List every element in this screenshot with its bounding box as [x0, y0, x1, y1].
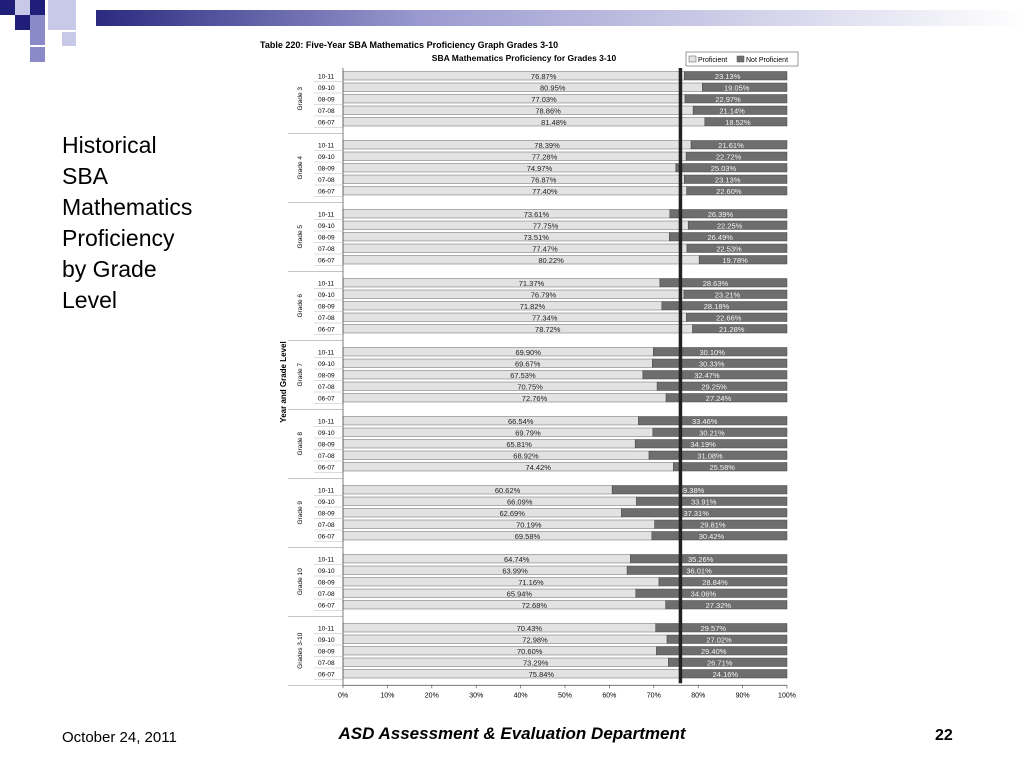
chart-title: SBA Mathematics Proficiency for Grades 3-10	[431, 53, 617, 63]
year-tick-label: 06-07	[318, 533, 335, 541]
bar-proficient	[343, 164, 676, 173]
bar-proficient	[343, 152, 686, 161]
data-label-proficient: 71.16%	[518, 577, 544, 587]
data-label-proficient: 81.48%	[541, 117, 567, 127]
year-tick-label: 09-10	[318, 636, 335, 644]
data-label-not-proficient: 35.26%	[688, 554, 714, 564]
data-label-proficient: 75.84%	[528, 669, 555, 679]
bar-proficient	[343, 428, 653, 437]
data-label-proficient: 69.79%	[515, 428, 541, 438]
data-label-not-proficient: 34.19%	[690, 439, 716, 449]
bar-proficient	[343, 578, 659, 587]
bar-proficient	[343, 290, 684, 299]
data-label-proficient: 77.40%	[532, 186, 558, 196]
data-label-proficient: 66.09%	[507, 497, 533, 507]
data-label-not-proficient: 36.01%	[686, 566, 712, 576]
x-tick-label: 70%	[646, 692, 661, 700]
data-label-not-proficient: 26.49%	[707, 232, 733, 242]
bar-proficient	[343, 210, 670, 219]
year-tick-label: 10-11	[318, 211, 335, 219]
bar-proficient	[343, 313, 686, 322]
year-tick-label: 07-08	[318, 176, 335, 184]
data-label-not-proficient: 23.13%	[714, 71, 741, 81]
data-label-proficient: 72.76%	[521, 393, 548, 403]
bar-proficient	[343, 670, 680, 679]
year-tick-label: 08-09	[318, 648, 335, 656]
data-label-not-proficient: 28.63%	[702, 278, 729, 288]
bar-proficient	[343, 371, 643, 380]
bar-proficient	[343, 382, 657, 391]
decor-square	[30, 47, 45, 62]
year-tick-label: 08-09	[318, 441, 335, 449]
bar-proficient	[343, 486, 612, 495]
data-label-proficient: 70.19%	[516, 520, 542, 530]
bar-proficient	[343, 279, 660, 288]
year-tick-label: 10-11	[318, 280, 335, 288]
bar-proficient	[343, 83, 702, 92]
bar-proficient	[343, 394, 666, 403]
bar-proficient	[343, 635, 667, 644]
bar-proficient	[343, 221, 688, 230]
x-tick-label: 40%	[513, 692, 528, 700]
data-label-not-proficient: 27.24%	[705, 393, 732, 403]
data-label-proficient: 77.28%	[531, 152, 558, 162]
year-tick-label: 09-10	[318, 291, 335, 299]
year-tick-label: 06-07	[318, 395, 335, 403]
data-label-proficient: 77.75%	[532, 221, 559, 231]
data-label-not-proficient: 34.06%	[690, 589, 717, 599]
legend-swatch-proficient	[689, 56, 696, 62]
decor-square	[30, 30, 45, 45]
group-label: Grade 4	[297, 156, 304, 180]
year-tick-label: 08-09	[318, 510, 335, 518]
bar-proficient	[343, 325, 693, 334]
x-tick-label: 100%	[778, 692, 796, 700]
data-label-not-proficient: 29.57%	[700, 623, 727, 633]
data-label-not-proficient: 29.81%	[700, 520, 726, 530]
plot-area	[288, 68, 796, 699]
data-label-proficient: 62.69%	[499, 508, 525, 518]
data-label-not-proficient: 26.39%	[707, 209, 734, 219]
bar-proficient	[343, 555, 630, 564]
year-tick-label: 10-11	[318, 142, 335, 150]
proficiency-chart	[256, 32, 822, 700]
bar-proficient	[343, 589, 636, 598]
year-tick-label: 09-10	[318, 84, 335, 92]
x-tick-label: 0%	[337, 692, 349, 700]
data-label-proficient: 77.34%	[531, 313, 558, 323]
year-tick-label: 10-11	[318, 73, 335, 81]
year-tick-label: 07-08	[318, 590, 335, 598]
group-label: Grade 6	[297, 294, 304, 318]
x-tick-label: 60%	[602, 692, 617, 700]
bar-proficient	[343, 624, 656, 633]
data-label-proficient: 76.87%	[530, 71, 557, 81]
bar-proficient	[343, 601, 666, 610]
slide-title: Historical SBA Mathematics Proficiency by Grade Level	[62, 132, 193, 313]
data-label-proficient: 66.54%	[508, 416, 534, 426]
decor-square	[30, 15, 45, 30]
data-label-not-proficient: 23.21%	[714, 290, 741, 300]
year-tick-label: 06-07	[318, 119, 335, 127]
year-tick-label: 09-10	[318, 567, 335, 575]
year-tick-label: 09-10	[318, 360, 335, 368]
data-label-not-proficient: 21.61%	[718, 140, 744, 150]
year-tick-label: 07-08	[318, 383, 335, 391]
data-label-not-proficient: 21.28%	[719, 324, 745, 334]
data-label-proficient: 73.61%	[523, 209, 550, 219]
data-label-proficient: 69.67%	[514, 359, 541, 369]
data-label-proficient: 71.37%	[518, 278, 545, 288]
bar-proficient	[343, 359, 652, 368]
bar-proficient	[343, 106, 693, 115]
bar-proficient	[343, 72, 684, 81]
table-caption: Table 220: Five-Year SBA Mathematics Proficiency Graph Grades 3-10	[260, 40, 559, 50]
data-label-proficient: 72.98%	[522, 635, 548, 645]
data-label-not-proficient: 27.02%	[706, 635, 732, 645]
data-label-proficient: 63.99%	[502, 566, 528, 576]
legend-swatch-not-proficient	[737, 56, 744, 62]
data-label-not-proficient: 25.03%	[710, 163, 737, 173]
data-label-proficient: 74.42%	[525, 462, 551, 472]
decor-square	[30, 0, 45, 15]
group-label: Grade 9	[297, 501, 304, 525]
data-label-not-proficient: 37.31%	[683, 508, 709, 518]
decor-square	[62, 32, 76, 46]
decor-square	[15, 15, 30, 30]
data-label-not-proficient: 28.84%	[702, 577, 728, 587]
data-label-not-proficient: 22.53%	[716, 244, 742, 254]
group-label: Grade 5	[297, 225, 304, 249]
data-label-not-proficient: 22.97%	[715, 94, 741, 104]
bar-proficient	[343, 141, 691, 150]
year-tick-label: 06-07	[318, 326, 335, 334]
data-label-proficient: 80.22%	[538, 255, 564, 265]
x-tick-label: 10%	[380, 692, 395, 700]
data-label-not-proficient: 31.08%	[697, 451, 723, 461]
bar-proficient	[343, 256, 699, 265]
year-tick-label: 10-11	[318, 349, 335, 357]
data-label-proficient: 77.03%	[531, 94, 557, 104]
data-label-proficient: 69.90%	[515, 347, 541, 357]
data-label-not-proficient: 27.32%	[705, 600, 732, 610]
slide-header-decoration	[0, 0, 1024, 34]
decor-square	[15, 0, 30, 15]
data-label-not-proficient: 22.72%	[715, 152, 742, 162]
bar-proficient	[343, 451, 649, 460]
bar-proficient	[343, 95, 685, 104]
year-tick-label: 10-11	[318, 556, 335, 564]
bar-proficient	[343, 520, 655, 529]
data-label-not-proficient: 18.52%	[725, 117, 751, 127]
data-label-not-proficient: 30.21%	[699, 428, 725, 438]
data-label-proficient: 72.68%	[521, 600, 548, 610]
data-label-proficient: 65.81%	[506, 439, 532, 449]
year-tick-label: 06-07	[318, 464, 335, 472]
data-label-not-proficient: 30.33%	[698, 359, 725, 369]
year-tick-label: 06-07	[318, 257, 335, 265]
legend-label-not-proficient: Not Proficient	[746, 57, 789, 64]
data-label-not-proficient: 29.40%	[701, 646, 727, 656]
data-label-proficient: 68.92%	[513, 451, 539, 461]
data-label-not-proficient: 22.66%	[715, 313, 742, 323]
bar-proficient	[343, 244, 687, 253]
year-tick-label: 07-08	[318, 107, 335, 115]
data-label-not-proficient: 29.25%	[701, 382, 727, 392]
bar-proficient	[343, 302, 662, 311]
year-tick-label: 10-11	[318, 487, 335, 495]
data-label-proficient: 73.29%	[522, 658, 549, 668]
data-label-not-proficient: 19.78%	[722, 255, 748, 265]
data-label-not-proficient: 26.71%	[706, 658, 733, 668]
year-tick-label: 06-07	[318, 671, 335, 679]
group-label: Grades 3-10	[297, 632, 304, 669]
year-tick-label: 07-08	[318, 659, 335, 667]
group-label: Grade 8	[297, 432, 304, 456]
data-label-proficient: 77.47%	[532, 244, 558, 254]
bar-proficient	[343, 647, 656, 656]
bar-proficient	[343, 509, 621, 518]
bar-proficient	[343, 233, 669, 242]
page-number: 22	[935, 727, 953, 744]
group-label: Grade 3	[297, 87, 304, 111]
chart-panel	[256, 32, 822, 700]
legend-label-proficient: Proficient	[698, 57, 728, 64]
data-label-proficient: 78.72%	[535, 324, 561, 334]
year-tick-label: 09-10	[318, 429, 335, 437]
x-tick-label: 20%	[424, 692, 439, 700]
data-label-proficient: 70.60%	[517, 646, 543, 656]
year-tick-label: 07-08	[318, 452, 335, 460]
year-tick-label: 09-10	[318, 498, 335, 506]
data-label-proficient: 71.82%	[519, 301, 546, 311]
bar-proficient	[343, 463, 673, 472]
bar-proficient	[343, 658, 668, 667]
year-tick-label: 10-11	[318, 418, 335, 426]
data-label-proficient: 80.95%	[539, 83, 566, 93]
data-label-proficient: 76.79%	[530, 290, 557, 300]
bar-proficient	[343, 175, 684, 184]
data-label-not-proficient: 22.60%	[716, 186, 742, 196]
data-label-not-proficient: 39.38%	[678, 485, 705, 495]
footer-date: October 24, 2011	[62, 729, 177, 746]
data-label-not-proficient: 22.25%	[716, 221, 743, 231]
data-label-not-proficient: 21.14%	[719, 106, 745, 116]
bar-proficient	[343, 417, 638, 426]
group-label: Grade 10	[297, 568, 304, 596]
year-tick-label: 09-10	[318, 222, 335, 230]
x-tick-label: 90%	[735, 692, 750, 700]
data-label-not-proficient: 33.91%	[691, 497, 717, 507]
bar-proficient	[343, 497, 636, 506]
data-label-proficient: 78.86%	[535, 106, 561, 116]
year-tick-label: 09-10	[318, 153, 335, 161]
data-label-not-proficient: 30.10%	[699, 347, 725, 357]
year-tick-label: 10-11	[318, 625, 335, 633]
data-label-not-proficient: 23.13%	[714, 175, 741, 185]
decor-square	[0, 0, 15, 15]
x-tick-label: 50%	[557, 692, 573, 700]
data-label-not-proficient: 33.46%	[692, 416, 718, 426]
data-label-proficient: 78.39%	[534, 140, 560, 150]
data-label-proficient: 67.53%	[510, 370, 536, 380]
x-tick-label: 30%	[469, 692, 484, 700]
bar-proficient	[343, 566, 627, 575]
year-tick-label: 07-08	[318, 521, 335, 529]
data-label-proficient: 73.51%	[523, 232, 549, 242]
year-tick-label: 06-07	[318, 602, 335, 610]
bar-proficient	[343, 118, 705, 127]
data-label-proficient: 70.43%	[516, 623, 543, 633]
data-label-not-proficient: 25.58%	[709, 462, 735, 472]
data-label-proficient: 76.87%	[530, 175, 557, 185]
y-axis-title: Year and Grade Level	[279, 341, 288, 423]
footer-department: ASD Assessment & Evaluation Department	[338, 724, 686, 743]
year-tick-label: 08-09	[318, 96, 335, 104]
data-label-proficient: 70.75%	[517, 382, 543, 392]
data-label-not-proficient: 30.42%	[698, 531, 725, 541]
bar-proficient	[343, 440, 635, 449]
year-tick-label: 07-08	[318, 314, 335, 322]
data-label-proficient: 60.62%	[494, 485, 521, 495]
bar-proficient	[343, 532, 652, 541]
year-tick-label: 06-07	[318, 188, 335, 196]
bar-proficient	[343, 348, 653, 357]
legend	[686, 52, 798, 66]
decor-square	[48, 0, 76, 30]
data-label-not-proficient: 24.16%	[712, 669, 739, 679]
year-tick-label: 08-09	[318, 165, 335, 173]
x-tick-label: 80%	[691, 692, 706, 700]
group-label: Grade 7	[297, 363, 304, 387]
data-label-proficient: 65.94%	[506, 589, 533, 599]
year-tick-label: 07-08	[318, 245, 335, 253]
year-tick-label: 08-09	[318, 372, 335, 380]
bar-proficient	[343, 187, 687, 196]
data-label-proficient: 74.97%	[526, 163, 553, 173]
year-tick-label: 08-09	[318, 234, 335, 242]
data-label-not-proficient: 19.05%	[723, 83, 750, 93]
data-label-not-proficient: 28.18%	[703, 301, 730, 311]
data-label-not-proficient: 32.47%	[694, 370, 720, 380]
year-tick-label: 08-09	[318, 579, 335, 587]
data-label-proficient: 69.58%	[514, 531, 541, 541]
data-label-proficient: 64.74%	[504, 554, 530, 564]
year-tick-label: 08-09	[318, 303, 335, 311]
